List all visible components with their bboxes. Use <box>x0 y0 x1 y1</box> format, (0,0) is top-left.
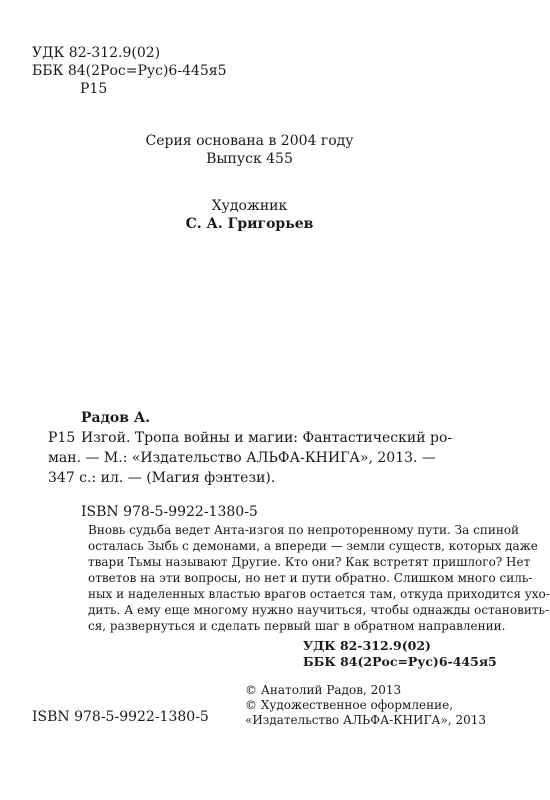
bbk-code-bottom: ББК 84(2Рос=Рус)6-445я5 <box>303 654 497 669</box>
biblio-line: 347 с.: ил. — (Магия фэнтези). <box>48 470 276 486</box>
copyright-block <box>245 683 486 728</box>
series-issue: Выпуск 455 <box>206 151 293 167</box>
annotation-line: осталась Зыбь с демонами, а впереди — земли существ, которых даже <box>88 539 538 553</box>
annotation <box>88 522 550 634</box>
biblio-line: ман. — М.: «Издательство АЛЬФА-КНИГА», 2013. — <box>48 450 436 466</box>
annotation-line: ответов на эти вопросы, но нет и пути обратно. Слишком много силь- <box>88 571 533 585</box>
annotation-line: дить. А ему еще многому нужно научиться, чтобы однажды остановить- <box>88 603 550 617</box>
annotation-line: твари Тьмы называют Другие. Кто они? Как встретят пришлого? Нет <box>88 555 531 569</box>
top-classification-codes <box>32 44 227 98</box>
annotation-line: ных и наделенных властью врагов остается там, откуда приходится ухо- <box>88 587 550 601</box>
bottom-classification-codes <box>303 638 497 670</box>
copyright-line: © Художественное оформление, <box>245 698 454 712</box>
annotation-line: Вновь судьба ведет Анта-изгоя по непроторенному пути. За спиной <box>88 523 520 537</box>
biblio-code: Р15 <box>48 430 76 446</box>
udk-code-bottom: УДК 82-312.9(02) <box>303 638 431 653</box>
isbn-bottom: ISBN 978-5-9922-1380-5 <box>32 709 209 725</box>
artist-credit <box>0 197 499 233</box>
biblio-isbn: ISBN 978-5-9922-1380-5 <box>81 504 258 520</box>
series-founded: Серия основана в 2004 году <box>145 133 354 149</box>
annotation-line: ся, развернуться и сделать первый шаг в обратном направлении. <box>88 619 506 633</box>
biblio-author: Радов А. <box>81 410 151 426</box>
bibliographic-record <box>48 408 458 522</box>
artist-label: Художник <box>211 198 288 214</box>
author-sign-code: Р15 <box>80 81 108 97</box>
artist-name: С. А. Григорьев <box>185 216 314 232</box>
copyright-line: «Издательство АЛЬФА-КНИГА», 2013 <box>245 713 486 727</box>
series-info <box>0 132 499 168</box>
udk-code: УДК 82-312.9(02) <box>32 45 161 61</box>
copyright-line: © Анатолий Радов, 2013 <box>245 683 402 697</box>
bbk-code: ББК 84(2Рос=Рус)6-445я5 <box>32 63 227 79</box>
biblio-line: Изгой. Тропа войны и магии: Фантастический ро- <box>81 430 453 446</box>
